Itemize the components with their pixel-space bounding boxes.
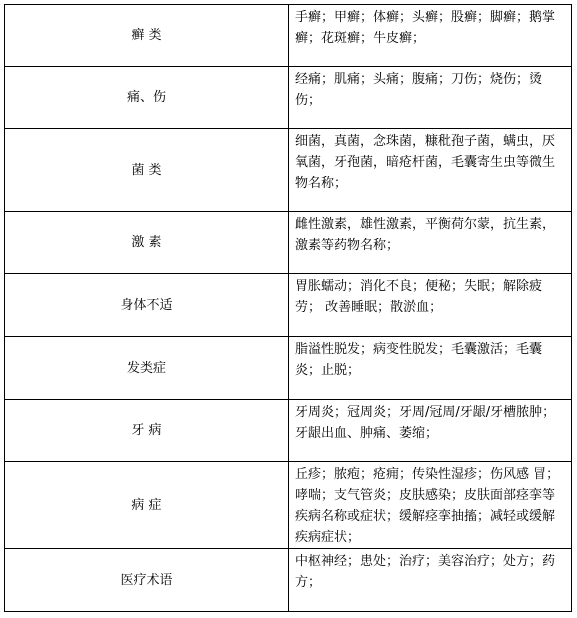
category-cell: 病 症	[5, 462, 289, 549]
description-cell: 牙周炎；冠周炎；牙周/冠周/牙龈/牙槽脓肿；牙龈出血、肿痛、萎缩；	[289, 400, 572, 462]
category-cell: 牙 病	[5, 400, 289, 462]
category-cell: 癣 类	[5, 5, 289, 67]
table-row	[5, 337, 572, 400]
description-cell: 胃胀蠕动；消化不良；便秘；失眠；解除疲劳； 改善睡眠；散淤血；	[289, 274, 572, 337]
description-cell: 经痛；肌痛；头痛；腹痛；刀伤；烧伤；烫伤；	[289, 67, 572, 129]
description-cell: 中枢神经；患处；治疗；美容治疗；处方；药方；	[289, 549, 572, 612]
category-cell: 痛、伤	[5, 67, 289, 129]
table-row	[5, 67, 572, 129]
table-row	[5, 129, 572, 212]
description-cell: 雌性激素，雄性激素，平衡荷尔蒙，抗生素，激素等药物名称；	[289, 212, 572, 274]
category-cell: 医疗术语	[5, 549, 289, 612]
description-cell: 手癣；甲癣；体癣；头癣；股癣；脚癣；鹅掌癣；花斑癣；牛皮癣；	[289, 5, 572, 67]
description-cell: 细菌，真菌，念珠菌，糠秕孢子菌，螨虫，厌氧菌，牙孢菌，暗疮杆菌，毛囊寄生虫等微生物名称；	[289, 129, 572, 212]
description-cell: 丘疹；脓疱；疮痈；传染性湿疹；伤风感 冒；哮喘；支气管炎；皮肤感染；皮肤面部痉挛等疾病名称或症状；缓解痉挛抽搐；减轻或缓解疾病症状；	[289, 462, 572, 549]
table-row	[5, 462, 572, 549]
table-row	[5, 400, 572, 462]
description-cell: 脂溢性脱发；病变性脱发；毛囊激活；毛囊炎；止脱；	[289, 337, 572, 400]
prohibited-terms-table	[4, 4, 572, 612]
category-cell: 发类症	[5, 337, 289, 400]
category-cell: 激 素	[5, 212, 289, 274]
table-row	[5, 549, 572, 612]
table-row	[5, 5, 572, 67]
table-row	[5, 212, 572, 274]
table-row	[5, 274, 572, 337]
category-cell: 菌 类	[5, 129, 289, 212]
category-cell: 身体不适	[5, 274, 289, 337]
